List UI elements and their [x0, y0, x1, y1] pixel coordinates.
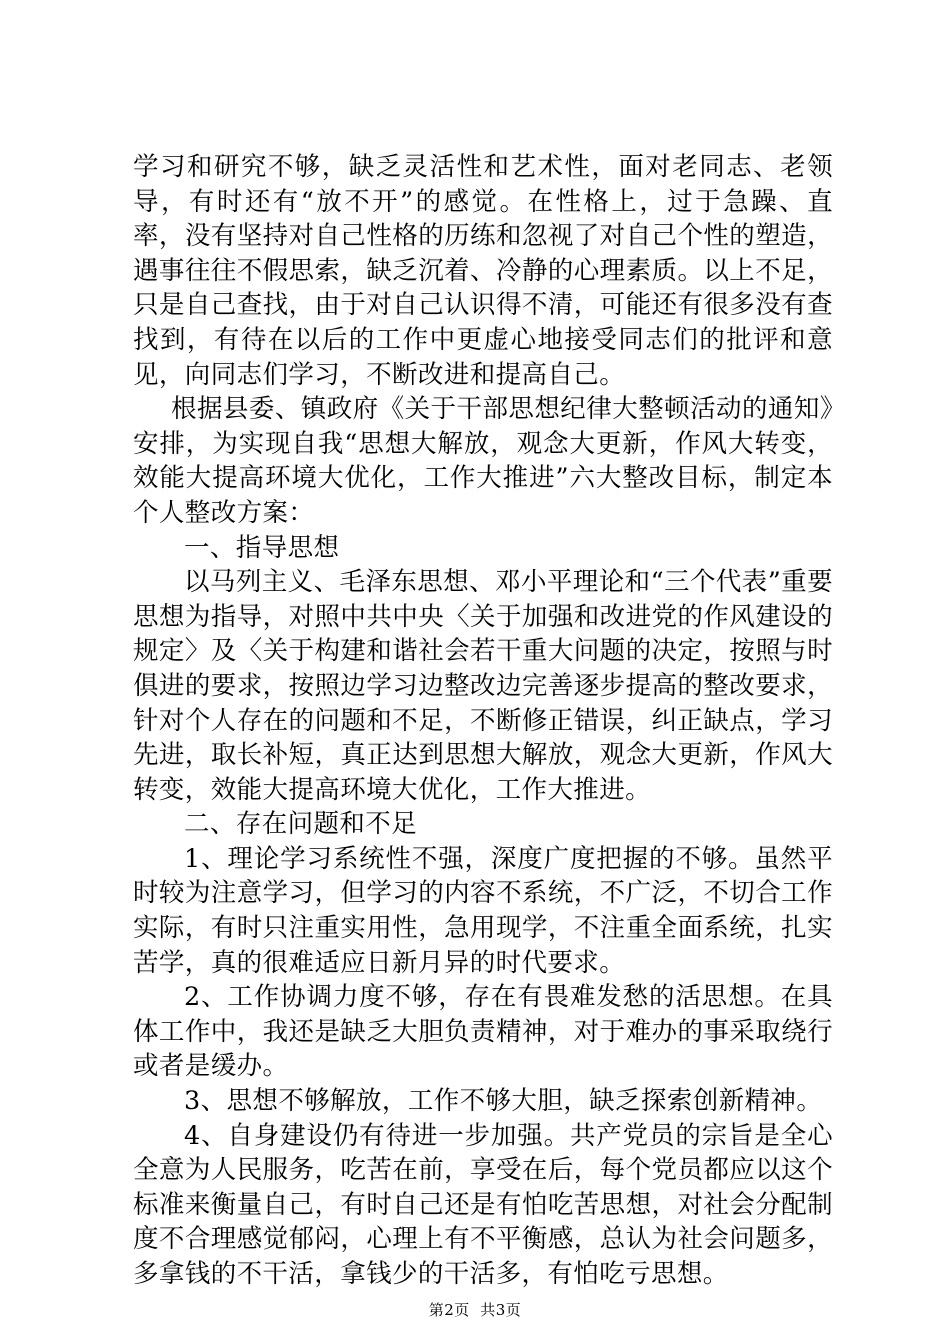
problem-item-4: 4、自身建设仍有待进一步加强。共产党员的宗旨是全心全意为人民服务，吃苦在前，享受在后，每个党员都应以这个标准来衡量自己，有时自己还是有怕吃苦思想，对社会分配制度不合理感觉郁闷，心理上有不平衡感，总认为社会问题多，多拿钱的不干活，拿钱少的干活多，有怕吃亏思想。: [133, 1120, 833, 1289]
paragraph-continuation: 学习和研究不够，缺乏灵活性和艺术性，面对老同志、老领导，有时还有“放不开”的感觉。在性格上，过于急躁、直率，没有坚持对自己性格的历练和忽视了对自己个性的塑造，遇事往往不假思索，缺乏沉着、冷静的心理素质。以上不足，只是自己查找，由于对自己认识得不清，可能还有很多没有查找到，有待在以后的工作中更虚心地接受同志们的批评和意见，向同志们学习，不断改进和提高自己。: [133, 152, 833, 390]
problem-item-1: 1、理论学习系统性不强，深度广度把握的不够。虽然平时较为注意学习，但学习的内容不系统，不广泛，不切合工作实际，有时只注重实用性，急用现学，不注重全面系统，扎实苦学，真的很难适应日新月异的时代要求。: [133, 843, 833, 978]
page-number-label: 第2页 共3页: [428, 1301, 522, 1319]
section-heading-guiding-ideology: 一、指导思想: [184, 532, 340, 563]
paragraph-intro: 根据县委、镇政府《关于干部思想纪律大整顿活动的通知》安排，为实现自我“思想大解放，观念大更新，作风大转变，效能大提高环境大优化，工作大推进”六大整改目标，制定本个人整改方案：: [133, 394, 833, 528]
problem-item-3: 3、思想不够解放，工作不够大胆，缺乏探索创新精神。: [184, 1086, 823, 1117]
page-footer: [0, 1300, 950, 1320]
paragraph-guiding-ideology: 以马列主义、毛泽东思想、邓小平理论和“三个代表”重要思想为指导，对照中共中央〈关于加强和改进党的作风建设的规定〉及〈关于构建和谐社会若干重大问题的决定，按照与时俱进的要求，按照边学习边整改边完善逐步提高的整改要求，针对个人存在的问题和不足，不断修正错误，纠正缺点，学习先进，取长补短，真正达到思想大解放，观念大更新，作风大转变，效能大提高环境大优化，工作大推进。: [133, 567, 833, 805]
problem-item-2: 2、工作协调力度不够，存在有畏难发愁的活思想。在具体工作中，我还是缺乏大胆负责精神，对于难办的事采取绕行或者是缓办。: [133, 982, 833, 1082]
document-body: [133, 150, 833, 1292]
section-heading-problems: 二、存在问题和不足: [184, 809, 418, 840]
